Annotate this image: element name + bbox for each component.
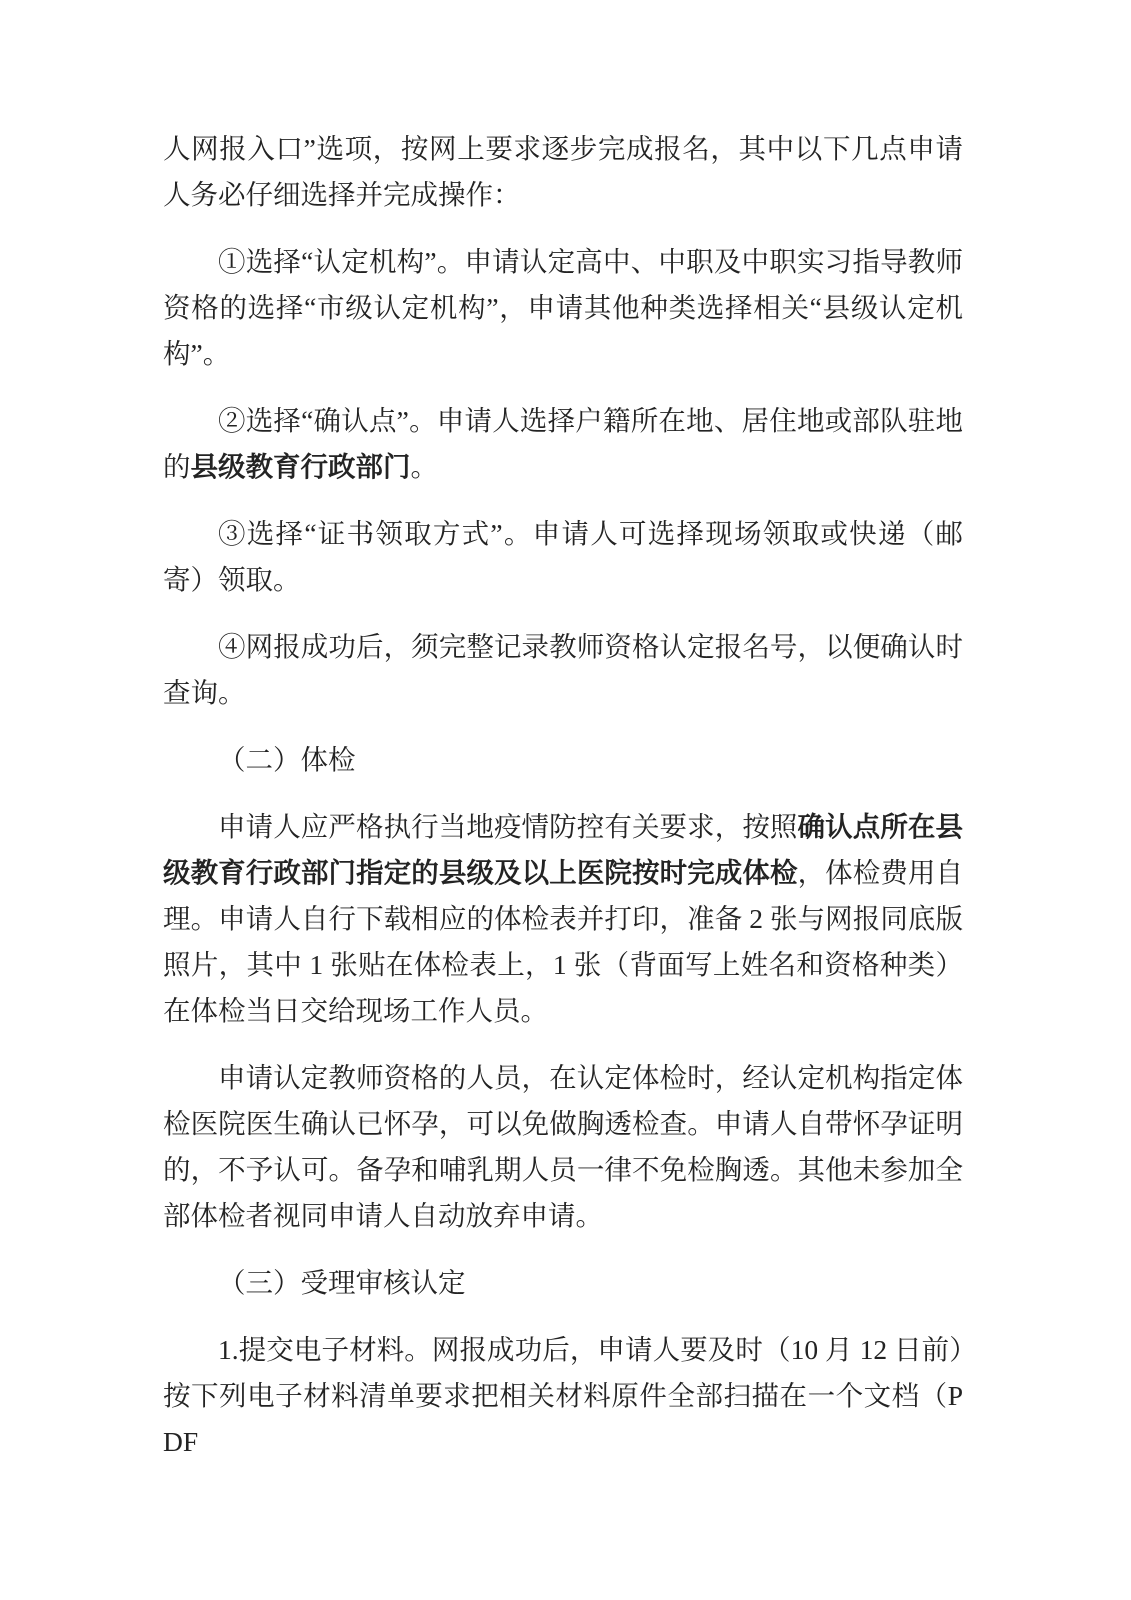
text-run: 1.提交电子材料。网报成功后，申请人要及时（10 月 12 日前）按下列电子材料清单要求把相关材料原件全部扫描在一个文档（PDF	[163, 1334, 963, 1457]
text-run: （二）体检	[218, 744, 356, 775]
paragraph	[163, 624, 963, 716]
text-run: （三）受理审核认定	[218, 1267, 466, 1298]
paragraph	[163, 1055, 963, 1239]
text-run: 申请认定教师资格的人员，在认定体检时，经认定机构指定体检医院医生确认已怀孕，可以免做胸透检查。申请人自带怀孕证明的，不予认可。备孕和哺乳期人员一律不免检胸透。其他未参加全部体检者视同申请人自动放弃申请。	[163, 1062, 963, 1231]
section-heading	[163, 1260, 963, 1306]
text-run: ③选择“证书领取方式”。申请人可选择现场领取或快递（邮寄）领取。	[163, 518, 963, 595]
text-run: 人网报入口”选项，按网上要求逐步完成报名，其中以下几点申请人务必仔细选择并完成操作：	[163, 133, 963, 210]
paragraph	[163, 239, 963, 377]
section-heading	[163, 737, 963, 783]
paragraph	[163, 398, 963, 490]
bold-text-run: 县级教育行政部门	[190, 451, 411, 482]
text-run: ，体检费用自理。申请人自行下载相应的体检表并打印，准备 2 张与网报同底版照片，其中 1 张贴在体检表上，1 张（背面写上姓名和资格种类）在体检当日交给现场工作人员。	[163, 857, 964, 1026]
paragraph	[163, 804, 963, 1034]
bold-text-run: 确认点所在县级教育行政部门指定的县级及以上医院按时完成体检	[163, 811, 964, 888]
paragraph	[163, 1327, 963, 1465]
text-run: ④网报成功后，须完整记录教师资格认定报名号，以便确认时查询。	[163, 631, 963, 708]
text-run: ②选择“确认点”。申请人选择户籍所在地、居住地或部队驻地的	[163, 405, 963, 482]
paragraph	[163, 511, 963, 603]
paragraph	[163, 126, 963, 218]
text-run: 申请人应严格执行当地疫情防控有关要求，按照	[218, 811, 798, 842]
document-body	[163, 126, 963, 1465]
text-run: ①选择“认定机构”。申请认定高中、中职及中职实习指导教师资格的选择“市级认定机构”，申请其他种类选择相关“县级认定机构”。	[163, 246, 963, 369]
text-run: 。	[410, 451, 438, 482]
